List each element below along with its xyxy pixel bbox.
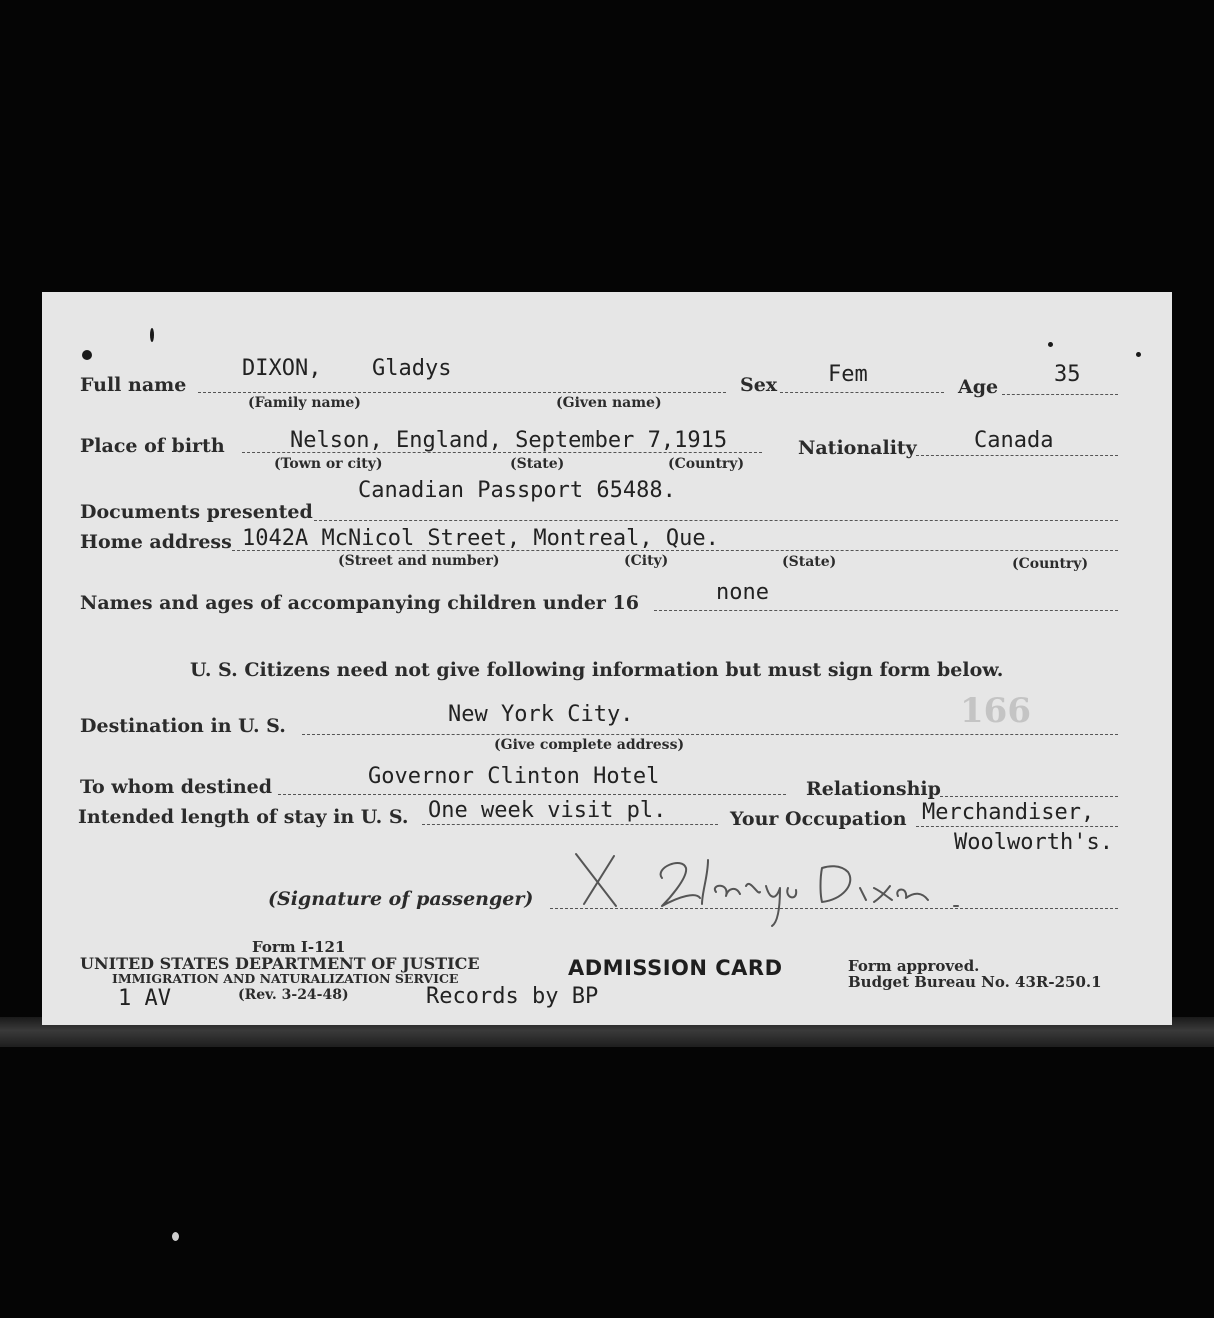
- home-address-value: 1042A McNicol Street, Montreal, Que.: [242, 526, 719, 551]
- occupation-label: Your Occupation: [730, 808, 907, 830]
- family-name-value: DIXON,: [242, 356, 322, 381]
- to-whom-value: Governor Clinton Hotel: [368, 764, 660, 789]
- card-title: ADMISSION CARD: [568, 956, 783, 980]
- ink-speck: [1048, 342, 1053, 347]
- documents-label: Documents presented: [80, 501, 313, 523]
- revision: (Rev. 3-24-48): [238, 987, 349, 1003]
- to-whom-line: [278, 794, 786, 795]
- length-of-stay-label: Intended length of stay in U. S.: [78, 806, 409, 828]
- destination-value: New York City.: [448, 702, 634, 727]
- destination-line: [302, 734, 1118, 735]
- home-address-label: Home address: [80, 531, 232, 553]
- documents-line: [314, 520, 1118, 521]
- length-of-stay-line: [422, 824, 718, 825]
- department: UNITED STATES DEPARTMENT OF JUSTICE: [80, 954, 480, 973]
- destination-label: Destination in U. S.: [80, 715, 286, 737]
- approval-line2: Budget Bureau No. 43R-250.1: [848, 973, 1102, 991]
- service: IMMIGRATION AND NATURALIZATION SERVICE: [112, 971, 459, 986]
- relationship-label: Relationship: [806, 778, 941, 800]
- approval-line1: Form approved.: [848, 957, 980, 975]
- film-speck: [172, 1232, 179, 1241]
- relationship-line: [940, 796, 1118, 797]
- occupation-value-line2: Woolworth's.: [954, 830, 1113, 855]
- state-caption: (State): [782, 554, 837, 570]
- occupation-value-line1: Merchandiser,: [922, 800, 1095, 825]
- nationality-line: [916, 455, 1118, 456]
- town-caption: (Town or city): [274, 456, 383, 472]
- records-note: Records by BP: [426, 984, 599, 1009]
- sex-line: [780, 392, 944, 393]
- file-code: 1 AV: [118, 986, 171, 1011]
- sex-value: Fem: [828, 362, 868, 387]
- handwritten-signature: [570, 848, 970, 932]
- to-whom-label: To whom destined: [80, 776, 273, 798]
- length-of-stay-value: One week visit pl.: [428, 798, 667, 823]
- signature-label: (Signature of passenger): [268, 888, 534, 910]
- documents-value: Canadian Passport 65488.: [358, 478, 676, 503]
- children-label: Names and ages of accompanying children under 16: [80, 592, 639, 614]
- nationality-label: Nationality: [798, 437, 917, 459]
- ink-speck: [150, 328, 154, 342]
- occupation-line: [916, 826, 1118, 827]
- stamp-number: 166: [960, 691, 1031, 731]
- age-label: Age: [958, 376, 999, 398]
- state-caption: (State): [510, 456, 565, 472]
- full-name-label: Full name: [80, 374, 187, 396]
- ink-speck: [1136, 352, 1141, 357]
- nationality-value: Canada: [974, 428, 1054, 453]
- form-number: Form I-121: [252, 938, 346, 956]
- place-of-birth-label: Place of birth: [80, 435, 225, 457]
- street-caption: (Street and number): [338, 553, 500, 569]
- given-name-caption: (Given name): [556, 395, 662, 411]
- country-caption: (Country): [668, 456, 745, 472]
- full-name-line: [198, 392, 726, 393]
- family-name-caption: (Family name): [248, 395, 361, 411]
- given-name-value: Gladys: [372, 356, 452, 381]
- children-value: none: [716, 580, 769, 605]
- place-of-birth-value: Nelson, England, September 7,1915: [290, 428, 728, 453]
- ink-speck: [82, 350, 92, 360]
- admission-card: [42, 292, 1172, 1025]
- age-value: 35: [1054, 362, 1081, 387]
- age-line: [1002, 394, 1118, 395]
- sex-label: Sex: [740, 374, 778, 396]
- destination-caption: (Give complete address): [494, 737, 685, 753]
- citizens-notice: U. S. Citizens need not give following information but must sign form below.: [190, 659, 1004, 681]
- country-caption: (Country): [1012, 556, 1089, 572]
- city-caption: (City): [624, 553, 669, 569]
- children-line: [654, 610, 1118, 611]
